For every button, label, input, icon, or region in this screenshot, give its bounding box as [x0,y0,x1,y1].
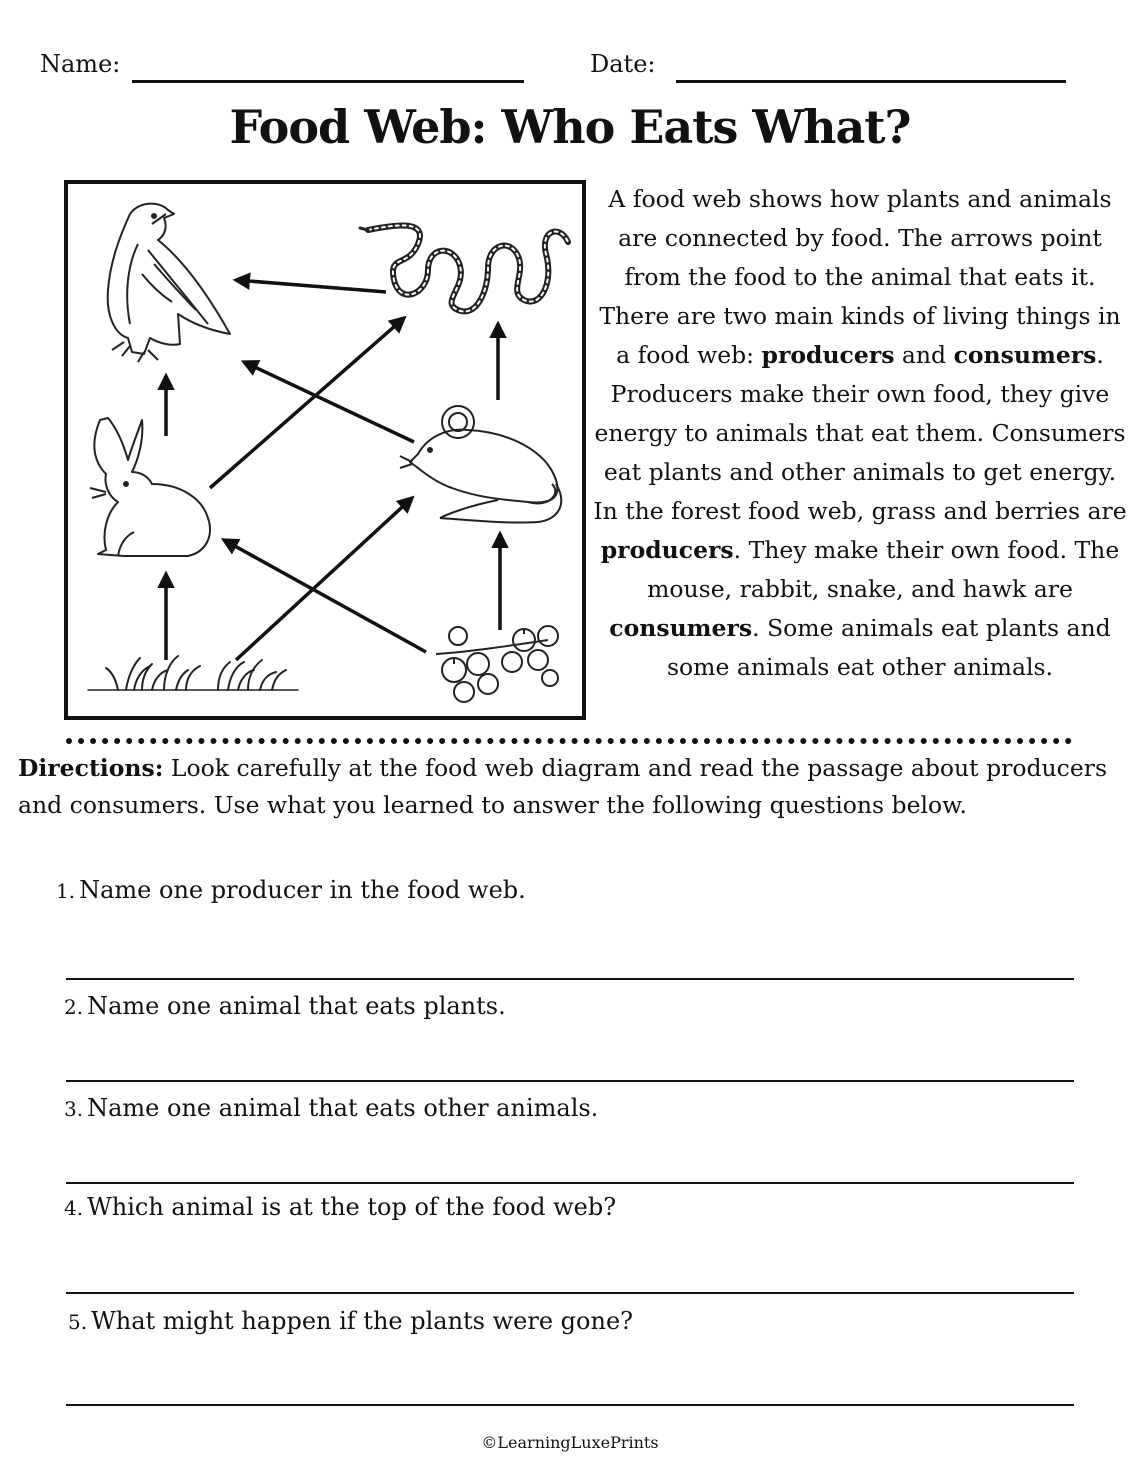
copyright-icon: © [481,1433,498,1452]
passage-text: . Some animals eat plants and some animals eat other animals. [666,614,1111,681]
question-number: 5. [68,1310,88,1334]
question-number: 3. [64,1097,84,1121]
grass-illustration [88,656,298,690]
mouse-illustration [400,406,561,523]
question-number: 1. [56,879,76,903]
rabbit-illustration [90,418,210,556]
answer-line-2[interactable] [66,1080,1074,1082]
bold-term-producers: producers [761,341,895,369]
directions [18,750,1118,824]
footer-credit [0,1433,1140,1452]
date-label: Date: [590,50,656,78]
food-web-svg [68,184,582,716]
answer-line-4[interactable] [66,1292,1074,1294]
dotted-divider [66,738,1072,744]
answer-line-1[interactable] [66,978,1074,980]
passage-text: A food web shows how plants and animals are connected by food. The arrows point from the food to the animal that eats it. There are two main kinds of living things in a food web: [599,185,1121,369]
arrow-berries-to-rabbit [224,540,426,652]
snake-illustration [360,225,568,311]
question-3 [64,1094,598,1122]
passage-text: and [894,341,954,369]
question-number: 2. [64,995,84,1019]
answer-line-5[interactable] [66,1404,1074,1406]
arrow-mouse-to-hawk [244,362,414,442]
directions-label: Directions: [18,754,164,782]
question-5 [68,1307,633,1335]
passage-text: . They make their own food. The mouse, rabbit, snake, and hawk are [647,536,1120,603]
name-label: Name: [40,50,121,78]
arrow-rabbit-to-snake [210,318,404,488]
question-text: Which animal is at the top of the food web? [87,1193,617,1221]
hawk-illustration [108,204,230,362]
footer-text: LearningLuxePrints [497,1433,659,1452]
question-1 [56,876,526,904]
name-field[interactable] [132,80,524,83]
directions-text: Look carefully at the food web diagram and read the passage about producers and consumers. Use what you learned to answer the following questions below. [18,754,1108,819]
arrow-snake-to-hawk [236,280,386,292]
question-text: Name one animal that eats plants. [87,992,506,1020]
page-title: Food Web: Who Eats What? [229,100,911,154]
bold-term-consumers: consumers [953,341,1097,369]
question-text: What might happen if the plants were gone? [91,1307,634,1335]
date-field[interactable] [676,80,1066,83]
question-4 [64,1193,616,1221]
bold-term-producers: producers [600,536,734,564]
question-2 [64,992,506,1020]
food-web-diagram [64,180,586,720]
food-web-passage [592,180,1128,687]
food-web-arrows [166,280,500,660]
question-number: 4. [64,1196,84,1220]
bold-term-consumers: consumers [609,614,753,642]
passage-text: . Producers make their own food, they give energy to animals that eat them. Consumers eat plants and other animals to get energy. In the forest food web, grass and berries are [593,341,1127,525]
question-text: Name one animal that eats other animals. [87,1094,599,1122]
question-text: Name one producer in the food web. [79,876,526,904]
arrow-grass-to-mouse [236,498,412,660]
answer-line-3[interactable] [66,1182,1074,1184]
berries-illustration [436,626,558,702]
